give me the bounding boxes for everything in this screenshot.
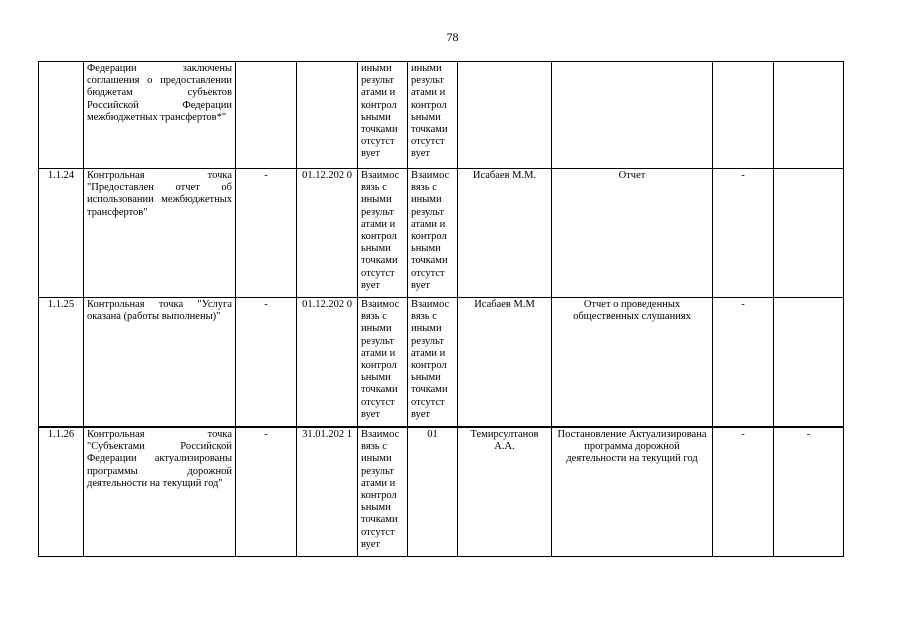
page-number: 78 bbox=[446, 30, 459, 44]
cell-end-date: 31.01.202 1 bbox=[297, 427, 358, 557]
cell-document: Отчет о проведенных общественных слушаниях bbox=[552, 298, 713, 428]
cell-number: 1.1.26 bbox=[39, 427, 84, 557]
cell-start-date bbox=[236, 62, 297, 169]
cell-number: 1.1.25 bbox=[39, 298, 84, 428]
table-row bbox=[39, 427, 844, 557]
cell-col9 bbox=[713, 62, 774, 169]
cell-responsible: Исабаев М.М. bbox=[458, 169, 552, 298]
cell-responsible bbox=[458, 62, 552, 169]
cell-document: Постановление Актуализирована программа дорожной деятельности на текущий год bbox=[552, 427, 713, 557]
cell-responsible: Исабаев М.М bbox=[458, 298, 552, 428]
cell-responsible: Темирсултанов А.А. bbox=[458, 427, 552, 557]
cell-number: 1.1.24 bbox=[39, 169, 84, 298]
cell-document: Отчет bbox=[552, 169, 713, 298]
cell-start-date: - bbox=[236, 427, 297, 557]
cell-col10 bbox=[774, 169, 844, 298]
cell-col9: - bbox=[713, 169, 774, 298]
cell-start-date: - bbox=[236, 298, 297, 428]
cell-document bbox=[552, 62, 713, 169]
cell-col10 bbox=[774, 62, 844, 169]
table-row bbox=[39, 298, 844, 428]
cell-successor: 01 bbox=[408, 427, 458, 557]
cell-predecessor: Взаимос вязь с иными результ атами и контрол ьными точками отсутст вует bbox=[358, 298, 408, 428]
cell-successor: Взаимос вязь с иными результ атами и контрол ьными точками отсутст вует bbox=[408, 298, 458, 428]
table-row bbox=[39, 169, 844, 298]
cell-predecessor: Взаимос вязь с иными результ атами и контрол ьными точками отсутст вует bbox=[358, 427, 408, 557]
cell-col9: - bbox=[713, 298, 774, 428]
cell-successor: иными результ атами и контрол ьными точками отсутст вует bbox=[408, 62, 458, 169]
cell-end-date bbox=[297, 62, 358, 169]
cell-col9: - bbox=[713, 427, 774, 557]
cell-description: Контрольная точка "Субъектами Российской Федерации актуализированы программы дорожной деятельности на текущий год" bbox=[84, 427, 236, 557]
plan-table bbox=[38, 61, 844, 557]
cell-col10: - bbox=[774, 427, 844, 557]
cell-description: Контрольная точка "Услуга оказана (работы выполнены)" bbox=[84, 298, 236, 428]
cell-successor: Взаимос вязь с иными результ атами и контрол ьными точками отсутст вует bbox=[408, 169, 458, 298]
cell-end-date: 01.12.202 0 bbox=[297, 169, 358, 298]
cell-predecessor: иными результ атами и контрол ьными точками отсутст вует bbox=[358, 62, 408, 169]
cell-end-date: 01.12.202 0 bbox=[297, 298, 358, 428]
table-row bbox=[39, 62, 844, 169]
cell-predecessor: Взаимос вязь с иными результ атами и контрол ьными точками отсутст вует bbox=[358, 169, 408, 298]
cell-start-date: - bbox=[236, 169, 297, 298]
cell-description: Федерации заключены соглашения о предоставлении бюджетам субъектов Российской Федерации межбюджетных трансфертов*" bbox=[84, 62, 236, 169]
cell-number bbox=[39, 62, 84, 169]
cell-description: Контрольная точка "Предоставлен отчет об использовании межбюджетных трансфертов" bbox=[84, 169, 236, 298]
cell-col10 bbox=[774, 298, 844, 428]
